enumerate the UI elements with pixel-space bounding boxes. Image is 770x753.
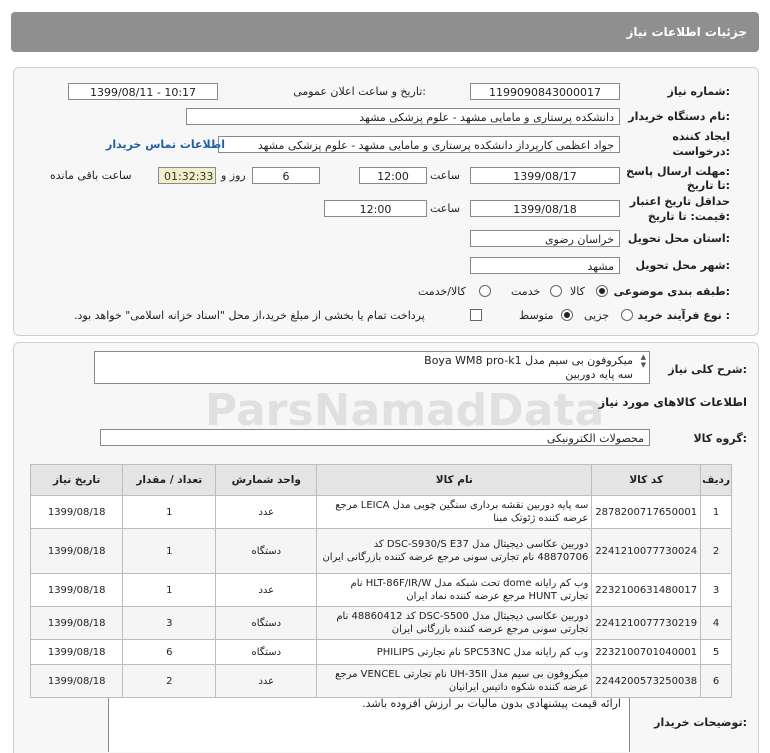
buyer-notes-box [108, 692, 630, 752]
cell-qty: 1 [123, 496, 216, 529]
creator-label-2: درخواست: [672, 145, 730, 158]
cell-code: 2244200573250038 [592, 665, 701, 698]
creator-label: ایجاد کننده [672, 130, 730, 143]
category-both-label: کالا/خدمت [418, 285, 466, 298]
cell-name: سه پایه دوربین نقشه برداری سنگین چوبی مدل LEICA مرجع عرضه کننده ژئوتک مبنا [317, 496, 592, 529]
cell-date: 1399/08/18 [31, 574, 123, 607]
cell-code: 2878200717650001 [592, 496, 701, 529]
deadline-label: مهلت ارسال پاسخ: [626, 165, 730, 178]
cell-date: 1399/08/18 [31, 607, 123, 640]
validity-time-field: 12:00 [324, 200, 427, 217]
col-code: کد کالا [592, 465, 701, 496]
deadline-time-label: ساعت [430, 169, 460, 182]
page-header [11, 12, 759, 52]
cell-qty: 3 [123, 607, 216, 640]
cell-row: 6 [701, 665, 732, 698]
deadline-label-2: تا تاریخ: [686, 179, 730, 192]
cell-qty: 1 [123, 529, 216, 574]
table-row [31, 665, 732, 698]
validity-label: حداقل تاریخ اعتبار [629, 195, 730, 208]
validity-date-field: 1399/08/18 [470, 200, 620, 217]
page-title: جزئیات اطلاعات نیاز [626, 25, 747, 39]
process-label: نوع فرآیند خرید : [637, 309, 730, 322]
table-row [31, 574, 732, 607]
cell-code: 2241210077730219 [592, 607, 701, 640]
group-field: محصولات الکترونیکی [100, 429, 650, 446]
payment-note: پرداخت تمام یا بخشی از مبلغ خرید،از محل "اسناد خزانه اسلامی" خواهد بود. [74, 309, 425, 322]
table-row [31, 607, 732, 640]
cell-date: 1399/08/18 [31, 640, 123, 665]
table-row [31, 640, 732, 665]
summary-textarea[interactable] [94, 351, 650, 384]
cell-unit: عدد [216, 665, 317, 698]
remaining-time-field: 01:32:33 [158, 167, 216, 184]
validity-label-2: قیمت: تا تاریخ: [647, 210, 730, 223]
col-row: ردیف [701, 465, 732, 496]
summary-line-1: میکروفون بی سیم مدل Boya WM8 pro-k1 [424, 354, 633, 367]
cell-name: دوربین عکاسی دیجیتال مدل DSC-S930/S E37 کد 48870706 نام تجارتی سونی مرجع عرضه کننده بازرگانی ایران [317, 529, 592, 574]
treasury-payment-checkbox[interactable] [470, 309, 482, 321]
cell-qty: 2 [123, 665, 216, 698]
cell-row: 3 [701, 574, 732, 607]
goods-table [30, 464, 732, 698]
category-goods-radio[interactable] [596, 285, 608, 297]
category-label: طبقه بندی موضوعی: [613, 285, 730, 298]
category-service-radio[interactable] [550, 285, 562, 297]
deadline-time-field: 12:00 [359, 167, 427, 184]
cell-date: 1399/08/18 [31, 665, 123, 698]
process-partial-radio[interactable] [621, 309, 633, 321]
remaining-label: ساعت باقی مانده [50, 169, 132, 182]
cell-name: وب کم رایانه dome تحت شبکه مدل HLT-86F/IR/W نام تجارتی HUNT مرجع عرضه کننده نماد ایران [317, 574, 592, 607]
cell-row: 5 [701, 640, 732, 665]
cell-code: 2232100701040001 [592, 640, 701, 665]
col-qty: تعداد / مقدار [123, 465, 216, 496]
cell-code: 2241210077730024 [592, 529, 701, 574]
goods-table-header [31, 465, 732, 496]
cell-name: وب کم رایانه مدل SPC53NC نام تجارتی PHILIPS [317, 640, 592, 665]
col-name: نام کالا [317, 465, 592, 496]
table-row [31, 529, 732, 574]
table-row [31, 496, 732, 529]
contact-info-link[interactable]: اطلاعات تماس خریدار [106, 138, 226, 151]
announce-label: تاریخ و ساعت اعلان عمومی: [293, 85, 426, 98]
validity-time-label: ساعت [430, 202, 460, 215]
cell-unit: عدد [216, 574, 317, 607]
buyer-org-field: دانشکده پرستاری و مامایی مشهد - علوم پزشکی مشهد [186, 108, 620, 125]
category-goods-label: کالا [570, 285, 585, 298]
need-number-field: 1199090843000017 [470, 83, 620, 100]
goods-section-title: اطلاعات کالاهای مورد نیاز [598, 395, 747, 409]
category-both-radio[interactable] [479, 285, 491, 297]
cell-row: 4 [701, 607, 732, 640]
group-label: گروه کالا: [693, 432, 747, 445]
province-label: استان محل تحویل: [627, 232, 730, 245]
province-field: خراسان رضوی [470, 230, 620, 247]
cell-name: دوربین عکاسی دیجیتال مدل DSC-S500 کد 48860412 نام تجارتی سونی مرجع عرضه کننده بازرگانی ایران [317, 607, 592, 640]
col-date: تاریخ نیاز [31, 465, 123, 496]
cell-qty: 6 [123, 640, 216, 665]
cell-date: 1399/08/18 [31, 496, 123, 529]
days-field: 6 [252, 167, 320, 184]
days-label: روز و [221, 169, 246, 182]
buyer-notes-text: ارائه قیمت پیشنهادی بدون مالیات بر ارزش افزوده باشد. [362, 697, 621, 710]
scroll-arrows-icon[interactable]: ▲ ▼ [640, 353, 646, 369]
col-unit: واحد شمارش [216, 465, 317, 496]
cell-row: 2 [701, 529, 732, 574]
cell-qty: 1 [123, 574, 216, 607]
need-number-label: شماره نیاز: [667, 85, 730, 98]
cell-row: 1 [701, 496, 732, 529]
deadline-date-field: 1399/08/17 [470, 167, 620, 184]
cell-code: 2232100631480017 [592, 574, 701, 607]
city-label: شهر محل تحویل: [635, 259, 730, 272]
cell-unit: دستگاه [216, 640, 317, 665]
announce-field: 1399/08/11 - 10:17 [68, 83, 218, 100]
cell-unit: عدد [216, 496, 317, 529]
summary-line-2: سه پایه دوربین [565, 368, 633, 381]
buyer-notes-label: توضیحات خریدار: [654, 716, 747, 729]
cell-unit: دستگاه [216, 529, 317, 574]
category-service-label: خدمت [511, 285, 541, 298]
cell-name: میکروفون بی سیم مدل UH-35II نام تجارتی VENCEL مرجع عرضه کننده شکوه داتیس ایرانیان [317, 665, 592, 698]
need-details-panel [13, 67, 759, 336]
summary-label: شرح کلی نیاز: [668, 363, 747, 376]
creator-field: جواد اعظمی کارپرداز دانشکده پرستاری و مامایی مشهد - علوم پزشکی مشهد [218, 136, 620, 153]
cell-unit: دستگاه [216, 607, 317, 640]
buyer-org-label: نام دستگاه خریدار: [628, 110, 730, 123]
process-medium-radio[interactable] [561, 309, 573, 321]
cell-date: 1399/08/18 [31, 529, 123, 574]
city-field: مشهد [470, 257, 620, 274]
process-medium-label: متوسط [519, 309, 554, 322]
process-partial-label: جزیی [584, 309, 610, 322]
